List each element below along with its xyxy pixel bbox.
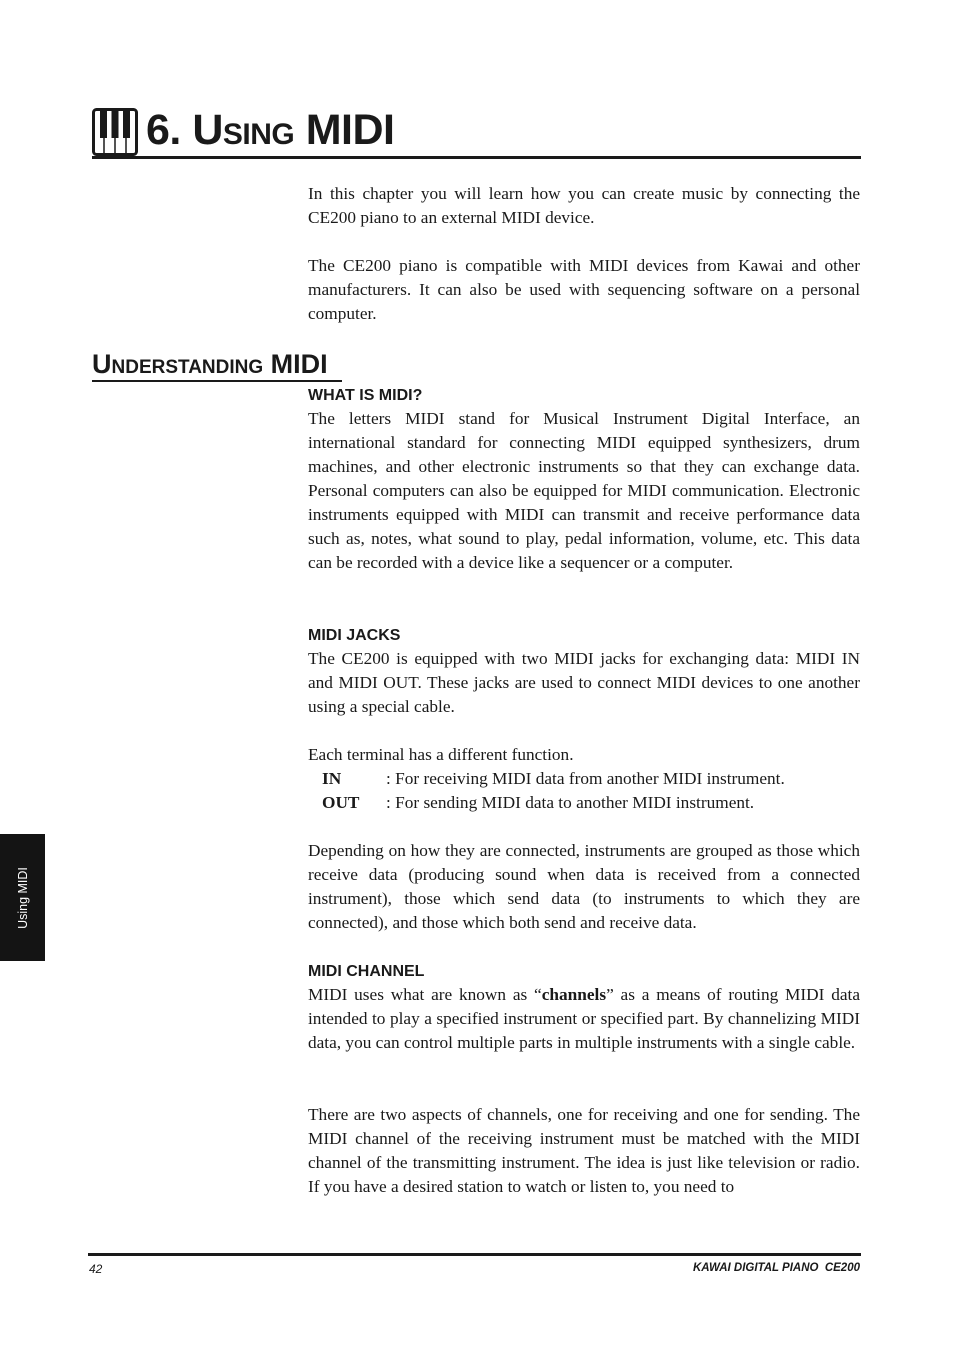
function-intro <box>308 743 860 767</box>
midi-channel-text-post: ” as a means of routing MIDI data intended to play a specified instrument or specified part. By channelizing MIDI data, you can control multiple parts in multiple instruments with a single cable. <box>308 985 860 1052</box>
term-value: : For sending MIDI data to another MIDI instrument. <box>386 793 755 812</box>
footer-rule <box>88 1253 861 1256</box>
midi-channel-text <box>308 983 860 1055</box>
midi-channel-text-pre: MIDI uses what are known as “ <box>308 985 542 1004</box>
page-number: 42 <box>89 1262 103 1276</box>
section-title-smallcaps: NDERSTANDING <box>111 357 264 378</box>
chapter-header <box>92 106 861 159</box>
chapter-title-smallcaps: SING <box>222 118 295 151</box>
chapter-title <box>146 104 394 161</box>
function-intro-text: Each terminal has a different function. <box>308 745 574 764</box>
intro-paragraph-2 <box>308 254 860 326</box>
midi-jacks-body <box>308 647 860 719</box>
section-title-initial: U <box>92 349 112 379</box>
intro-paragraph-1 <box>308 182 860 230</box>
side-tab <box>0 834 45 961</box>
term-key: IN <box>322 769 342 788</box>
midi-jacks-text: The CE200 is equipped with two MIDI jacks for exchanging data: MIDI IN and MIDI OUT. These jacks are used to connect MIDI devices to one another using a special cable. <box>308 649 860 716</box>
section-title-rest: MIDI <box>270 349 328 379</box>
grouping-paragraph <box>308 839 860 935</box>
channels-term: channels <box>541 985 607 1004</box>
intro-text-2: The CE200 piano is compatible with MIDI devices from Kawai and other manufacturers. It can also be used with sequencing software on a personal computer. <box>308 256 860 323</box>
section-header <box>92 346 342 382</box>
intro-text-1: In this chapter you will learn how you can create music by connecting the CE200 piano to an external MIDI device. <box>308 184 860 227</box>
subheading-midi-jacks: MIDI JACKS <box>308 627 401 644</box>
subheading-what-is-midi: WHAT IS MIDI? <box>308 387 423 404</box>
subheading-midi-channel: MIDI CHANNEL <box>308 963 425 980</box>
what-is-midi-text: The letters MIDI stand for Musical Instrument Digital Interface, an international standard for connecting MIDI equipped synthesizers, drum machines, and other electronic instruments so that they can exchange data. Personal computers can also be equipped for MIDI communication. Electronic instruments equipped with MIDI can transmit and receive performance data such as, notes, what sound to play, pedal information, volume, etc. This data can be recorded with a device like a sequencer or a computer. <box>308 409 860 572</box>
midi-channel-body-2 <box>308 1103 860 1199</box>
midi-channel-body <box>308 983 860 1055</box>
chapter-title-initial: U <box>192 106 223 154</box>
side-tab-label: Using MIDI <box>15 866 30 929</box>
footer-title: KAWAI DIGITAL PIANO CE200 <box>693 1262 860 1274</box>
piano-keys-icon <box>92 108 138 156</box>
section-title <box>92 346 328 386</box>
chapter-number: 6. <box>146 106 181 154</box>
term-key: OUT <box>322 793 360 812</box>
term-value: : For receiving MIDI data from another MIDI instrument. <box>386 769 785 788</box>
chapter-title-rest: MIDI <box>305 106 395 154</box>
midi-channel-text-2: There are two aspects of channels, one for receiving and one for sending. The MIDI channel of the receiving instrument must be matched with the MIDI channel of the transmitting instrument. The idea is just like television or radio. If you have a desired station to watch or listen to, you need to <box>308 1105 860 1196</box>
grouping-text: Depending on how they are connected, instruments are grouped as those which receive data (producing sound when data is received from a connected instrument), those which send data (to instruments to which they are connected), and those which both send and receive data. <box>308 841 860 932</box>
what-is-midi-body <box>308 407 860 575</box>
